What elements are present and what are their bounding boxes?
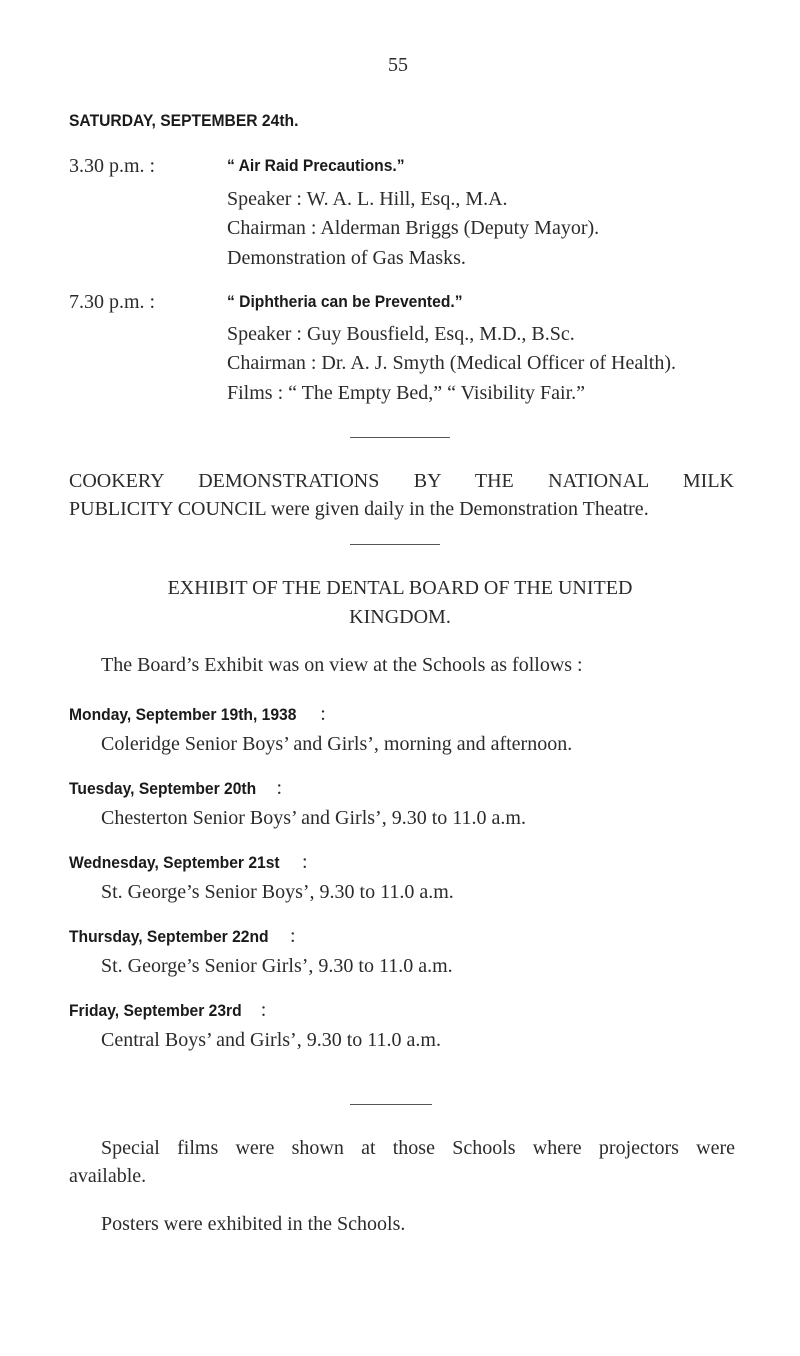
schedule-day: Wednesday, September 21st : xyxy=(69,851,308,873)
exhibit-intro: The Board’s Exhibit was on view at the Schools as follows : xyxy=(101,654,583,676)
event-detail-line: Films : “ The Empty Bed,” “ Visibility Fair.” xyxy=(227,382,586,404)
divider-rule xyxy=(350,544,440,545)
schedule-detail: Coleridge Senior Boys’ and Girls’, morning and afternoon. xyxy=(101,733,573,755)
schedule-detail: St. George’s Senior Girls’, 9.30 to 11.0 a.m. xyxy=(101,955,453,977)
special-films-line: available. xyxy=(69,1165,147,1187)
schedule-detail: Chesterton Senior Boys’ and Girls’, 9.30 to 11.0 a.m. xyxy=(101,807,526,829)
day-heading-text: SATURDAY, SEPTEMBER 24th. xyxy=(69,111,299,130)
event-detail-line: Chairman : Alderman Briggs (Deputy Mayor). xyxy=(227,217,600,239)
cookery-paragraph-line: COOKERY DEMONSTRATIONS BY THE NATIONAL MILK xyxy=(69,470,734,492)
event-time: 3.30 p.m. : xyxy=(69,155,156,177)
event-detail-line: Demonstration of Gas Masks. xyxy=(227,247,466,269)
divider-rule xyxy=(350,1104,432,1105)
event-detail-line: Chairman : Dr. A. J. Smyth (Medical Officer of Health). xyxy=(227,352,676,374)
schedule-day: Monday, September 19th, 1938 : xyxy=(69,703,326,725)
divider-rule xyxy=(350,437,450,438)
day-heading xyxy=(69,110,318,132)
event-title: “ Diphtheria can be Prevented.” xyxy=(227,292,463,311)
event-time: 7.30 p.m. : xyxy=(69,291,156,313)
schedule-day: Thursday, September 22nd : xyxy=(69,925,296,947)
schedule-detail: St. George’s Senior Boys’, 9.30 to 11.0 a.m. xyxy=(101,881,454,903)
exhibit-heading: EXHIBIT OF THE DENTAL BOARD OF THE UNITED xyxy=(167,577,633,599)
special-films-line: Special films were shown at those Schools where projectors were xyxy=(101,1137,735,1159)
event-detail-line: Speaker : W. A. L. Hill, Esq., M.A. xyxy=(227,188,508,210)
schedule-detail: Central Boys’ and Girls’, 9.30 to 11.0 a.m. xyxy=(101,1029,441,1051)
posters-line: Posters were exhibited in the Schools. xyxy=(101,1213,406,1235)
exhibit-heading: KINGDOM. xyxy=(349,606,451,628)
schedule-day: Tuesday, September 20th : xyxy=(69,777,282,799)
event-title: “ Air Raid Precautions.” xyxy=(227,156,405,175)
page-number: 55 xyxy=(388,54,408,76)
schedule-day: Friday, September 23rd : xyxy=(69,999,267,1021)
cookery-paragraph-line: PUBLICITY COUNCIL were given daily in the Demonstration Theatre. xyxy=(69,498,649,520)
event-detail-line: Speaker : Guy Bousfield, Esq., M.D., B.Sc. xyxy=(227,323,575,345)
